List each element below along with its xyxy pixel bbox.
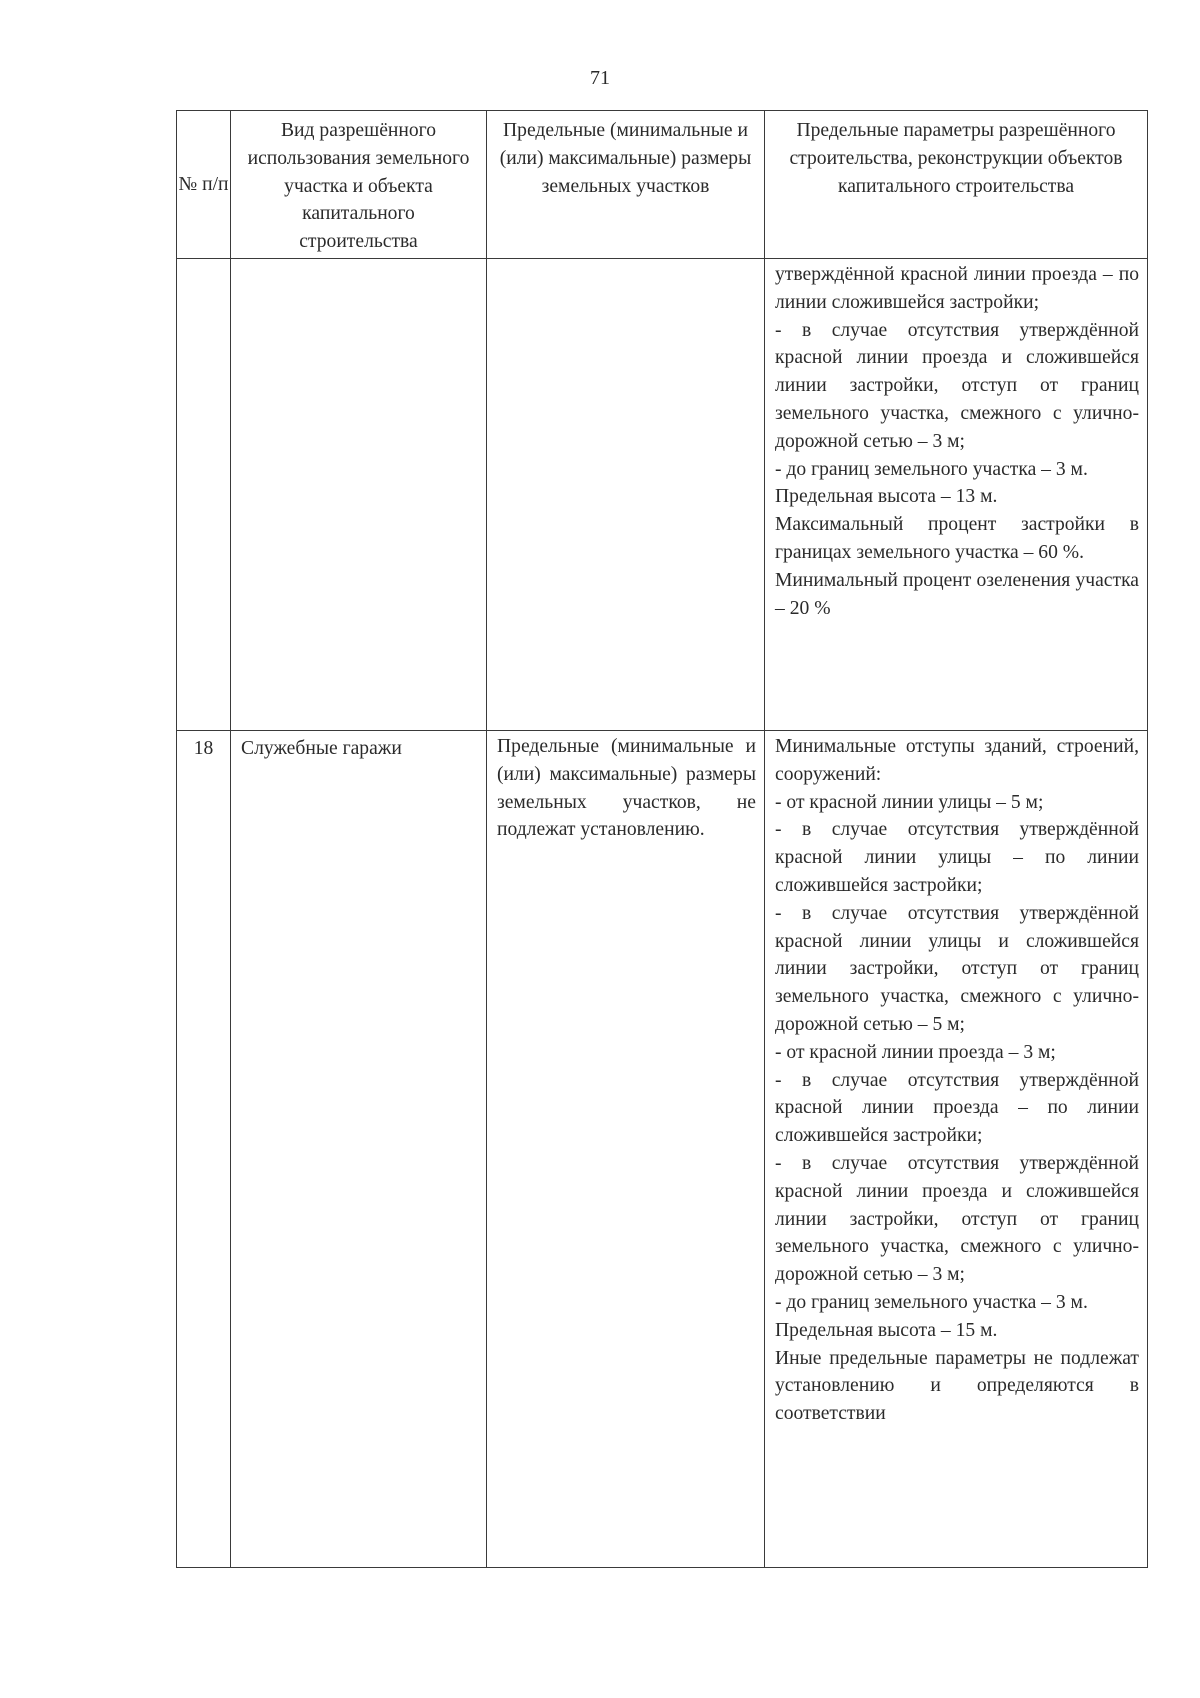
param-line: - до границ земельного участка – 3 м. <box>775 1291 1088 1313</box>
table-header-row <box>177 111 1148 259</box>
row-construction-params <box>765 731 1148 1568</box>
header-use-type: Вид разрешённого использования земельного участка и объекта капитального строительства <box>231 111 487 259</box>
table-row-continuation <box>177 259 1148 731</box>
page-number: 71 <box>590 67 610 89</box>
header-plot-sizes: Предельные (минимальные и (или) максимальные) размеры земельных участков <box>487 111 765 259</box>
param-line: - в случае отсутствия утверждённой красной линии улицы – по линии сложившейся застройки; <box>775 819 1139 896</box>
param-line: Максимальный процент застройки в границах земельного участка – 60 %. <box>775 514 1139 563</box>
row-use-type: Служебные гаражи <box>231 731 487 1568</box>
cell-use-empty <box>231 259 487 731</box>
cell-params-continuation <box>765 259 1148 731</box>
param-line: - до границ земельного участка – 3 м. <box>775 458 1088 480</box>
table-row <box>177 731 1148 1568</box>
param-line: - в случае отсутствия утверждённой красной линии проезда и сложившейся линии застройки, отступ от границ земельного участка, смежного с улично-дорожной сетью – 3 м; <box>775 319 1139 452</box>
row-plot-sizes: Предельные (минимальные и (или) максимальные) размеры земельных участков, не подлежат установлению. <box>487 731 765 1568</box>
header-construction-params: Предельные параметры разрешённого строительства, реконструкции объектов капитального строительства <box>765 111 1148 259</box>
param-line: - в случае отсутствия утверждённой красной линии проезда и сложившейся линии застройки, отступ от границ земельного участка, смежного с улично-дорожной сетью – 3 м; <box>775 1152 1139 1286</box>
param-line: - от красной линии проезда – 3 м; <box>775 1041 1056 1063</box>
param-line: утверждённой красной линии проезда – по линии сложившейся застройки; <box>775 264 1139 313</box>
param-line: - от красной линии улицы – 5 м; <box>775 791 1044 813</box>
param-line: Иные предельные параметры не подлежат установлению и определяются в соответствии <box>775 1347 1139 1425</box>
param-line: Минимальные отступы зданий, строений, сооружений: <box>775 736 1139 785</box>
row-number: 18 <box>177 731 231 1568</box>
param-line: Минимальный процент озеленения участка – 20 % <box>775 569 1139 619</box>
param-line: Предельная высота – 13 м. <box>775 486 998 508</box>
param-line: - в случае отсутствия утверждённой красной линии проезда – по линии сложившейся застройки; <box>775 1069 1139 1147</box>
regulations-table <box>176 110 1148 1568</box>
header-number: № п/п <box>177 111 231 259</box>
param-line: Предельная высота – 15 м. <box>775 1319 998 1341</box>
param-line: - в случае отсутствия утверждённой красной линии улицы и сложившейся линии застройки, отступ от границ земельного участка, смежного с улично-дорожной сетью – 5 м; <box>775 902 1139 1035</box>
cell-number-empty <box>177 259 231 731</box>
cell-sizes-empty <box>487 259 765 731</box>
